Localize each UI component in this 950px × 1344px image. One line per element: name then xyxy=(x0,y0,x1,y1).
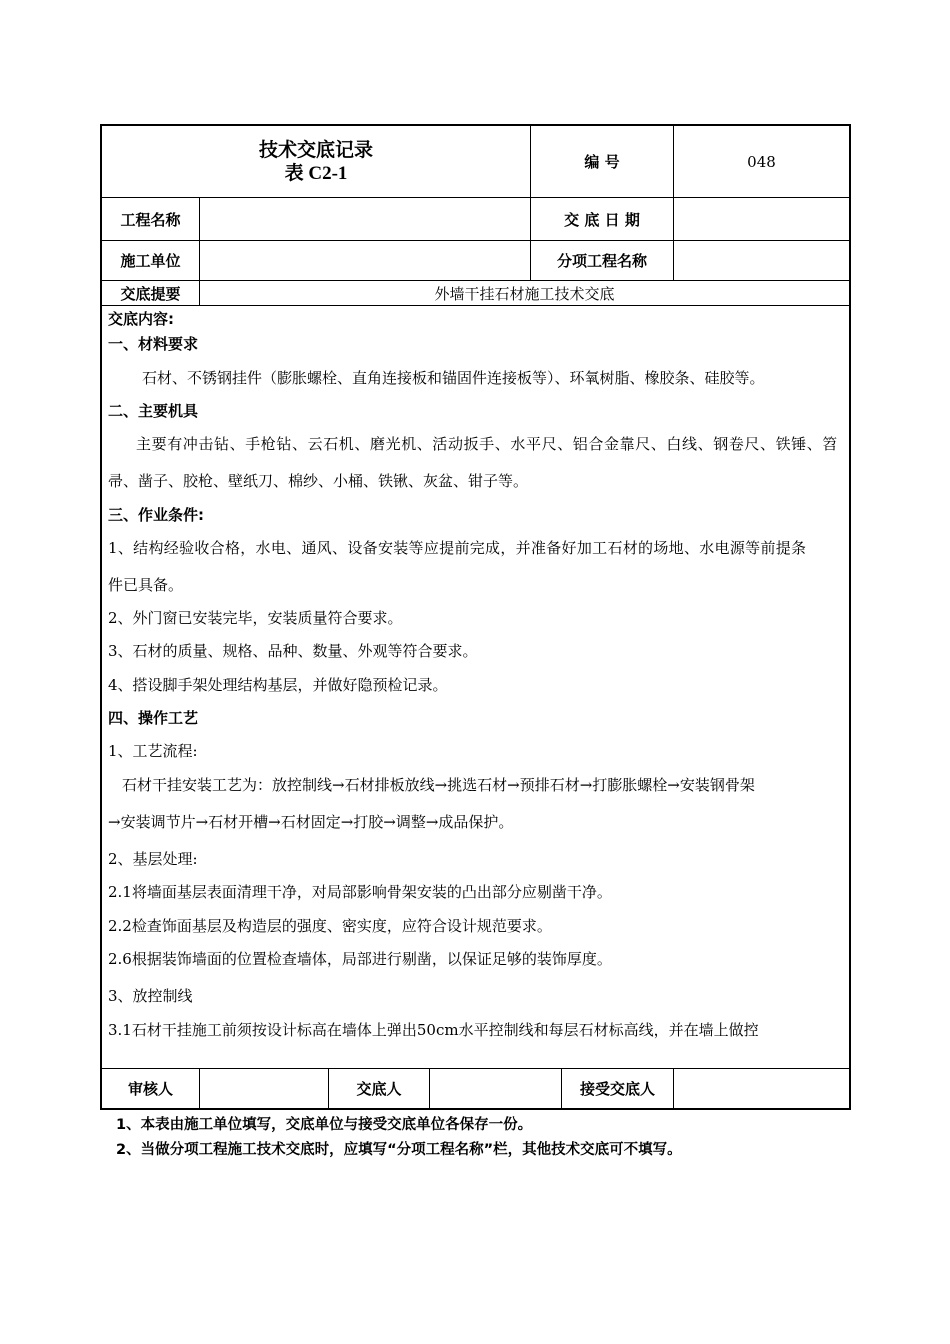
receiver-field[interactable] xyxy=(674,1069,849,1108)
content-line: 2、基层处理: xyxy=(108,850,198,868)
project-name-label: 工程名称 xyxy=(120,210,181,229)
content-line: 2.6根据装饰墙面的位置检查墙体，局部进行剔凿，以保证足够的装饰厚度。 xyxy=(108,950,612,968)
content-line: 2.1将墙面基层表面清理干净，对局部影响骨架安装的凸出部分应剔凿干净。 xyxy=(108,883,612,901)
content-line: 石材、不锈钢挂件（膨胀螺栓、直角连接板和锚固件连接板等）、环氧树脂、橡胶条、硅胶等。 xyxy=(142,369,765,387)
section-heading: 四、操作工艺 xyxy=(108,709,199,727)
date-label: 交 底 日 期 xyxy=(564,210,640,229)
form-title-block xyxy=(102,126,530,197)
discloser-label: 交底人 xyxy=(356,1080,402,1098)
footnote: 1、本表由施工单位填写，交底单位与接受交底单位各保存一份。 xyxy=(116,1117,533,1133)
content-line: 件已具备。 xyxy=(108,576,184,594)
content-line: 3.1石材干挂施工前须按设计标高在墙体上弹出50cm水平控制线和每层石材标高线，并在墙上做控 xyxy=(108,1021,759,1039)
discloser-field[interactable] xyxy=(430,1069,561,1108)
form-code: 表 C2-1 xyxy=(284,162,348,184)
reviewer-label: 审核人 xyxy=(127,1080,173,1098)
date-field[interactable] xyxy=(674,198,849,240)
content-line: 2.2检查饰面基层及构造层的强度、密实度，应符合设计规范要求。 xyxy=(108,917,552,935)
receiver-label: 接受交底人 xyxy=(579,1080,655,1098)
content-line: 4、搭设脚手架处理结构基层，并做好隐预检记录。 xyxy=(108,676,448,694)
summary-field[interactable]: 外墙干挂石材施工技术交底 xyxy=(434,284,615,303)
section-heading: 一、材料要求 xyxy=(108,335,199,353)
content-heading: 交底内容: xyxy=(108,310,174,328)
row-divider xyxy=(100,305,851,306)
contractor-field[interactable] xyxy=(200,241,530,280)
number-value[interactable]: 048 xyxy=(747,152,776,171)
reviewer-field[interactable] xyxy=(200,1069,328,1108)
content-line: →安装调节片→石材开槽→石材固定→打胶→调整→成品保护。 xyxy=(108,813,514,831)
content-line: 帚、凿子、胶枪、壁纸刀、棉纱、小桶、铁锹、灰盆、钳子等。 xyxy=(108,472,529,490)
form-title: 技术交底记录 xyxy=(258,138,373,161)
content-line: 主要有冲击钻、手枪钻、云石机、磨光机、活动扳手、水平尺、铝合金靠尺、白线、钢卷尺、铁锤、笤 xyxy=(136,435,839,453)
section-heading: 二、主要机具 xyxy=(108,402,199,420)
content-line: 石材干挂安装工艺为：放控制线→石材排板放线→挑选石材→预排石材→打膨胀螺栓→安装钢骨架 xyxy=(122,776,755,794)
subproject-label: 分项工程名称 xyxy=(556,252,647,270)
content-line: 3、放控制线 xyxy=(108,987,193,1005)
footnote: 2、当做分项工程施工技术交底时，应填写“分项工程名称”栏，其他技术交底可不填写。 xyxy=(116,1142,682,1158)
content-line: 1、工艺流程: xyxy=(108,742,198,760)
content-line: 3、石材的质量、规格、品种、数量、外观等符合要求。 xyxy=(108,642,478,660)
number-label: 编 号 xyxy=(584,153,620,171)
project-name-field[interactable] xyxy=(200,198,530,240)
subproject-field[interactable] xyxy=(674,241,849,280)
section-heading: 三、作业条件: xyxy=(108,506,204,524)
content-line: 1、结构经验收合格，水电、通风、设备安装等应提前完成，并准备好加工石材的场地、水电源等前提条 xyxy=(108,539,807,557)
content-line: 2、外门窗已安装完毕，安装质量符合要求。 xyxy=(108,609,403,627)
summary-label: 交底提要 xyxy=(120,284,181,303)
contractor-label: 施工单位 xyxy=(120,252,181,270)
